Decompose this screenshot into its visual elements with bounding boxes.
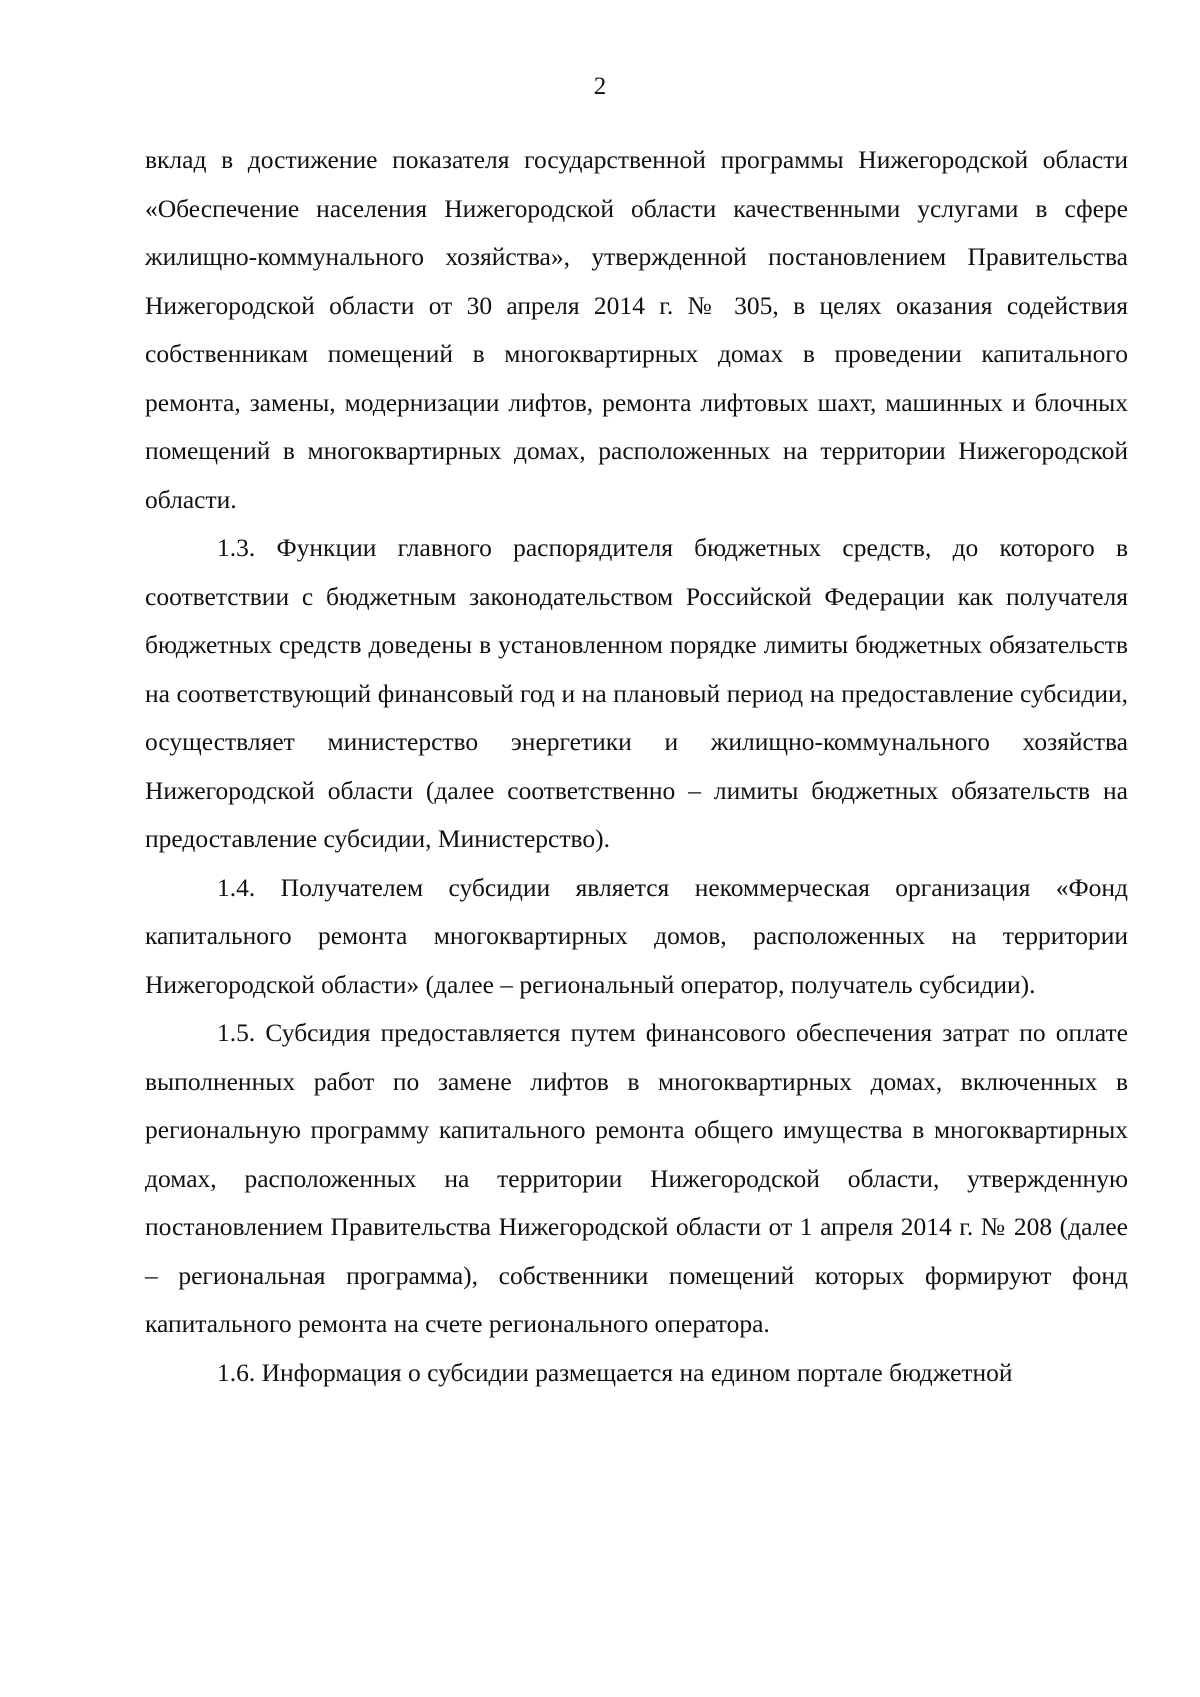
paragraph-1-3: 1.3. Функции главного распорядителя бюджетных средств, до которого в соответствии с бюджетным законодательством Российской Федерации как получателя бюджетных средств доведены в установленном порядке лимиты бюджетных обязательств на соответствующий финансовый год и на плановый период на предоставление субсидии, осуществляет министерство энергетики и жилищно-коммунального хозяйства Нижегородской области (далее соответственно – лимиты бюджетных обязательств на предоставление субсидии, Министерство). (145, 533, 1128, 853)
document-body (145, 136, 1128, 1397)
paragraph-continuation: вклад в достижение показателя государственной программы Нижегородской области «Обеспечение населения Нижегородской области качественными услугами в сфере жилищно-коммунального хозяйства», утвержденной постановлением Правительства Нижегородской области от 30 апреля 2014 г. № 305, в целях оказания содействия собственникам помещений в многоквартирных домах в проведении капитального ремонта, замены, модернизации лифтов, ремонта лифтовых шахт, машинных и блочных помещений в многоквартирных домах, расположенных на территории Нижегородской области. (145, 145, 1128, 514)
paragraph-1-5: 1.5. Субсидия предоставляется путем финансового обеспечения затрат по оплате выполненных работ по замене лифтов в многоквартирных домах, включенных в региональную программу капитального ремонта общего имущества в многоквартирных домах, расположенных на территории Нижегородской области, утвержденную постановлением Правительства Нижегородской области от 1 апреля 2014 г. № 208 (далее – региональная программа), собственники помещений которых формируют фонд капитального ремонта на счете регионального оператора. (145, 1018, 1128, 1338)
page-number: 2 (593, 73, 607, 100)
paragraph-1-4: 1.4. Получателем субсидии является некоммерческая организация «Фонд капитального ремонта многоквартирных домов, расположенных на территории Нижегородской области» (далее – региональный оператор, получатель субсидии). (145, 872, 1128, 999)
paragraph-1-6: 1.6. Информация о субсидии размещается на едином портале бюджетной (217, 1357, 1013, 1387)
